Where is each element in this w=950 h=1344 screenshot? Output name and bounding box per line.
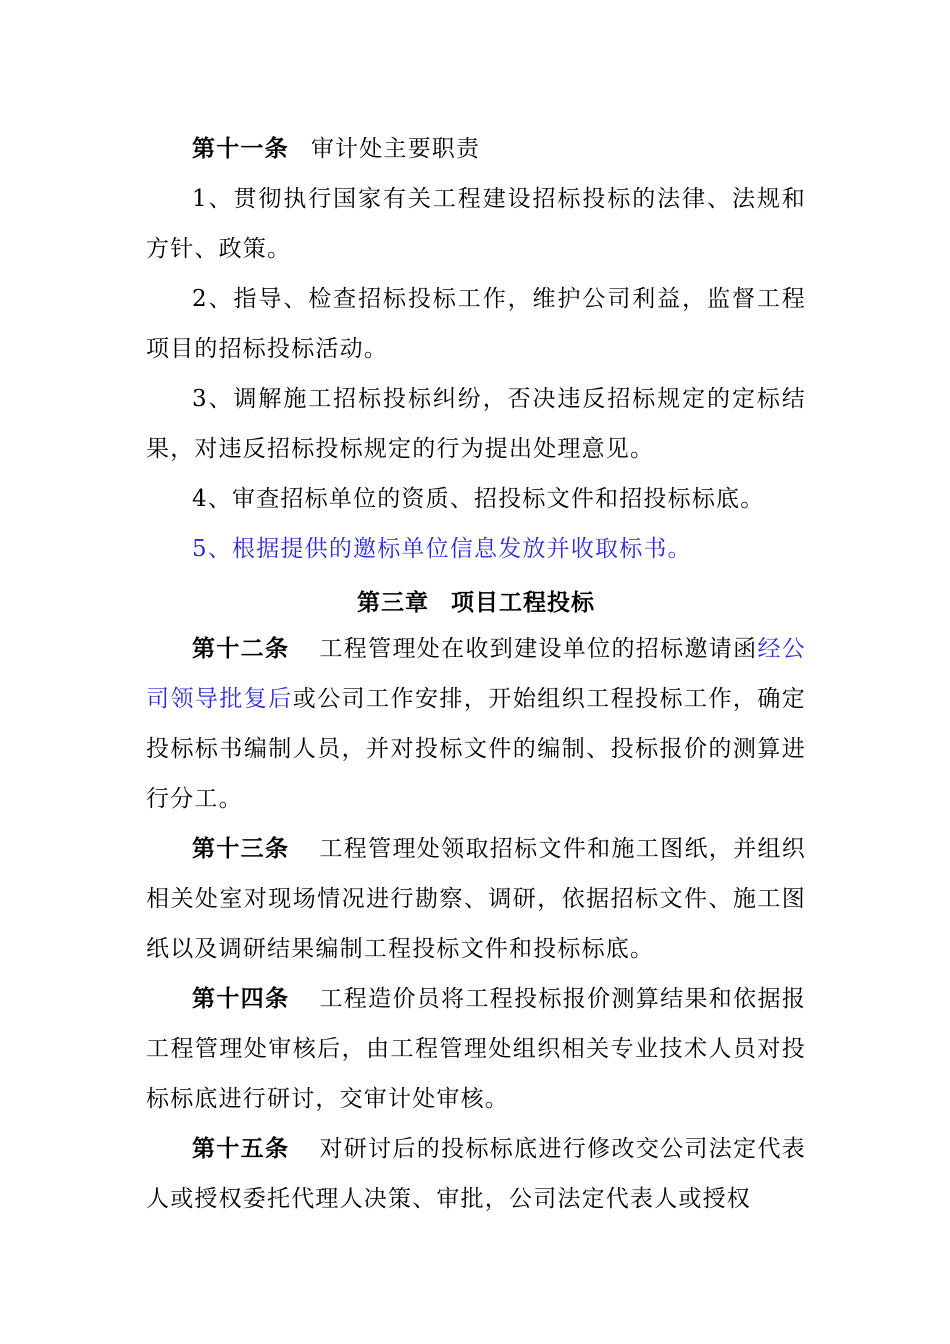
article-15-paragraph bbox=[146, 1124, 806, 1224]
article-14-paragraph bbox=[146, 974, 806, 1124]
chapter-3-title: 第三章 bbox=[357, 590, 429, 616]
article-12-title: 第十二条 bbox=[192, 636, 290, 662]
article-12-text-b: 或公司工作安排，开始组织工程投标工作，确定投标标书编制人员，并对投标文件的编制、投标报价的测算进行分工。 bbox=[146, 686, 807, 812]
chapter-3-heading bbox=[146, 578, 806, 628]
article-13-text: 工程管理处领取招标文件和施工图纸，并组织相关处室对现场情况进行勘察、调研，依据招标文件、施工图纸以及调研结果编制工程投标文件和投标标底。 bbox=[146, 836, 806, 962]
article-11-item-3: 3、调解施工招标投标纠纷，否决违反招标规定的定标结果，对违反招标投标规定的行为提出处理意见。 bbox=[146, 386, 806, 462]
article-11-item-2: 2、指导、检查招标投标工作，维护公司利益，监督工程项目的招标投标活动。 bbox=[146, 286, 806, 362]
article-11-item-4: 4、审查招标单位的资质、招投标文件和招投标标底。 bbox=[192, 486, 765, 512]
article-12-text-highlight: 经公司领导批复后 bbox=[146, 636, 807, 712]
article-12-text-a: 工程管理处在收到建设单位的招标邀请函 bbox=[319, 636, 758, 662]
chapter-3-subtitle: 项目工程投标 bbox=[451, 590, 595, 616]
article-12-paragraph bbox=[146, 624, 806, 824]
article-11-title: 第十一条 bbox=[192, 136, 289, 162]
article-14-text: 工程造价员将工程投标报价测算结果和依据报工程管理处审核后，由工程管理处组织相关专业技术人员对投标标底进行研讨，交审计处审核。 bbox=[146, 986, 806, 1112]
article-11-item-1: 1、贯彻执行国家有关工程建设招标投标的法律、法规和方针、政策。 bbox=[146, 186, 806, 262]
article-15-text: 对研讨后的投标标底进行修改交公司法定代表人或授权委托代理人决策、审批，公司法定代表人或授权 bbox=[146, 1136, 806, 1212]
article-14-title: 第十四条 bbox=[192, 986, 290, 1012]
article-11-heading-paragraph bbox=[146, 124, 806, 174]
article-15-title: 第十五条 bbox=[192, 1136, 290, 1162]
article-11-heading: 审计处主要职责 bbox=[310, 136, 481, 162]
article-11-item-5: 5、根据提供的邀标单位信息发放并收取标书。 bbox=[192, 536, 692, 562]
article-13-paragraph bbox=[146, 824, 806, 974]
article-13-title: 第十三条 bbox=[192, 836, 290, 862]
